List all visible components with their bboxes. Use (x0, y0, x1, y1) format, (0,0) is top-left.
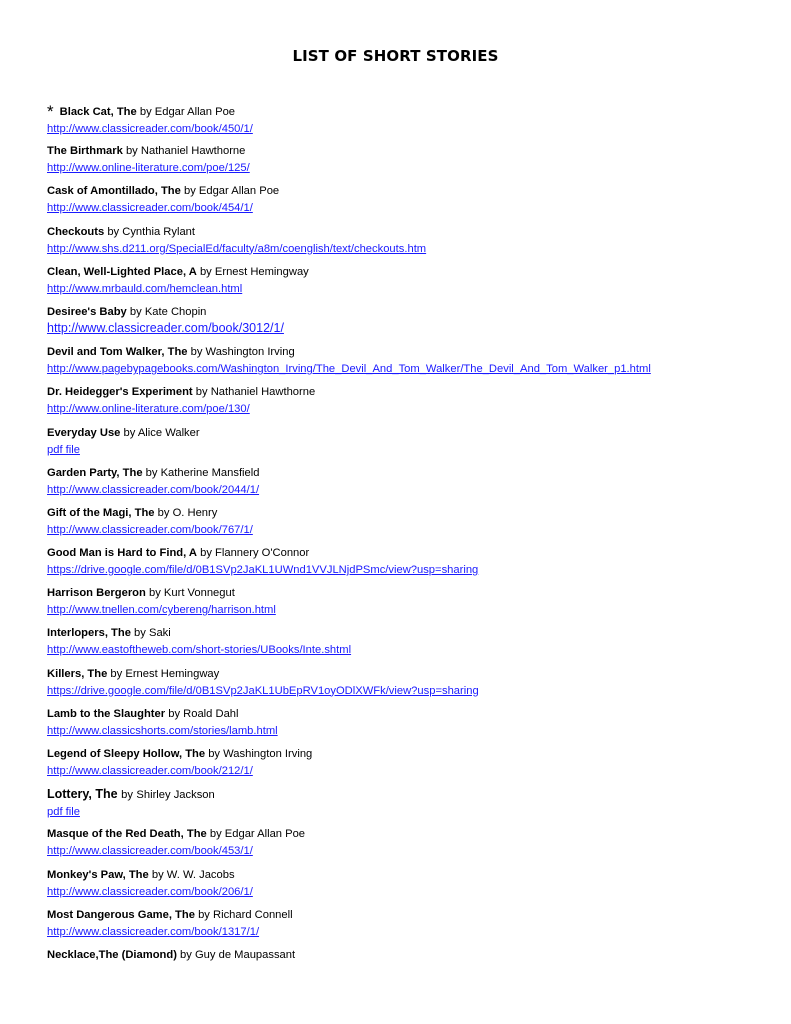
story-title: Devil and Tom Walker, The (47, 346, 188, 359)
story-author: Nathaniel Hawthorne (210, 386, 316, 399)
story-title: Black Cat, The (59, 106, 137, 118)
story-link[interactable]: http://www.classicreader.com/book/453/1/ (47, 845, 253, 858)
list-item (47, 866, 777, 906)
story-author: Guy de Maupassant (194, 948, 296, 961)
list-item (47, 906, 777, 946)
by-label: by (134, 627, 146, 640)
story-link[interactable]: pdf file (47, 443, 80, 456)
list-item (47, 464, 777, 504)
story-title: Killers, The (47, 667, 108, 680)
list-item (47, 825, 777, 865)
by-label: by (199, 265, 212, 278)
story-link[interactable]: http://www.classicreader.com/book/454/1/ (47, 202, 253, 215)
list-item (47, 504, 777, 544)
story-author: Roald Dahl (183, 707, 239, 720)
story-author: Edgar Allan Poe (224, 828, 306, 841)
story-link[interactable]: http://www.tnellen.com/cybereng/harrison.html (47, 604, 276, 617)
story-link[interactable]: https://drive.google.com/file/d/0B1SVp2JaKL1UbEpRV1oyODlXWFk/view?usp=sharing (47, 684, 479, 697)
story-author: Kurt Vonnegut (163, 587, 235, 600)
story-author: Shirley Jackson (136, 789, 215, 802)
story-author: Ernest Hemingway (125, 667, 220, 680)
by-label: by (157, 506, 170, 519)
story-title: Everyday Use (47, 426, 121, 439)
by-label: by (145, 466, 158, 479)
story-link[interactable]: http://www.eastoftheweb.com/short-stories/UBooks/Inte.shtml (47, 644, 352, 657)
list-item (47, 584, 777, 624)
list-item (47, 383, 777, 423)
list-item (47, 665, 777, 705)
story-title: Checkouts (47, 225, 105, 238)
story-author: Flannery O'Connor (215, 547, 310, 560)
list-item (47, 624, 777, 664)
by-label: by (200, 547, 212, 560)
list-item (47, 142, 777, 182)
story-title: Most Dangerous Game, The (47, 908, 195, 921)
story-title: Desiree's Baby (47, 305, 127, 318)
by-label: by (183, 185, 196, 198)
story-link[interactable]: http://www.online-literature.com/poe/125/ (47, 162, 250, 175)
by-label: by (208, 748, 221, 760)
story-author: Ernest Hemingway (214, 265, 309, 278)
story-link[interactable]: http://www.online-literature.com/poe/130/ (47, 403, 250, 416)
list-item (47, 705, 777, 745)
page-title: LIST OF SHORT STORIES (292, 47, 499, 65)
story-title: Lamb to the Slaughter (47, 707, 166, 720)
list-item (47, 182, 777, 222)
story-link[interactable]: http://www.classicreader.com/book/1317/1/ (47, 925, 260, 938)
by-label: by (198, 908, 210, 921)
by-label: by (121, 789, 133, 802)
story-author: O. Henry (172, 506, 218, 519)
story-link[interactable]: http://www.mrbauld.com/hemclean.html (47, 282, 243, 295)
by-label: by (107, 225, 120, 238)
story-author: Kate Chopin (144, 305, 207, 318)
story-title: Legend of Sleepy Hollow, The (47, 748, 206, 760)
story-author: W. W. Jacobs (166, 868, 235, 881)
list-item (47, 102, 777, 142)
list-item (47, 946, 777, 986)
story-author: Cynthia Rylant (122, 225, 196, 238)
list-item (47, 303, 777, 343)
story-title: Lottery, The (47, 787, 118, 802)
asterisk-bullet-icon: * (47, 102, 54, 121)
story-list (47, 102, 777, 986)
by-label: by (195, 386, 208, 399)
list-item (47, 745, 777, 785)
story-title: Dr. Heidegger's Experiment (47, 386, 193, 399)
by-label: by (148, 587, 161, 600)
story-title: Interlopers, The (47, 627, 131, 640)
story-link[interactable]: http://www.classicreader.com/book/767/1/ (47, 523, 253, 536)
story-title: Clean, Well-Lighted Place, A (47, 265, 197, 278)
story-title: Masque of the Red Death, The (47, 828, 207, 841)
by-label: by (123, 426, 136, 439)
story-title: Good Man is Hard to Find, A (47, 547, 197, 560)
story-author: Katherine Mansfield (160, 466, 260, 479)
story-author: Nathaniel Hawthorne (140, 145, 246, 158)
story-title: Garden Party, The (47, 466, 143, 479)
story-link[interactable]: http://www.classicreader.com/book/212/1/ (47, 765, 253, 777)
story-link[interactable]: http://www.classicreader.com/book/206/1/ (47, 885, 253, 898)
by-label: by (129, 305, 142, 318)
story-title: Monkey's Paw, The (47, 868, 149, 881)
by-label: by (139, 106, 152, 118)
list-item (47, 343, 777, 383)
story-link[interactable]: http://www.shs.d211.org/SpecialEd/faculty/a8m/coenglish/text/checkouts.htm (47, 242, 427, 255)
story-link[interactable]: https://drive.google.com/file/d/0B1SVp2JaKL1UWnd1VVJLNjdPSmc/view?usp=sharing (47, 564, 479, 577)
story-author: Saki (148, 627, 171, 640)
list-item (47, 223, 777, 263)
by-label: by (168, 707, 181, 720)
story-author: Edgar Allan Poe (154, 106, 236, 118)
story-author: Edgar Allan Poe (198, 185, 280, 198)
story-title: Gift of the Magi, The (47, 506, 155, 519)
list-item (47, 263, 777, 303)
story-link[interactable]: http://www.classicreader.com/book/2044/1/ (47, 483, 260, 496)
by-label: by (151, 868, 164, 881)
by-label: by (180, 948, 192, 961)
story-author: Richard Connell (213, 908, 293, 921)
by-label: by (209, 828, 222, 841)
story-author: Washington Irving (205, 346, 295, 359)
story-title: Necklace,The (Diamond) (47, 948, 177, 961)
story-author: Washington Irving (223, 748, 313, 760)
story-link[interactable]: http://www.classicreader.com/book/450/1/ (47, 123, 253, 135)
story-title: Harrison Bergeron (47, 587, 146, 600)
list-item (47, 785, 777, 825)
by-label: by (125, 145, 138, 158)
by-label: by (110, 667, 123, 680)
story-title: Cask of Amontillado, The (47, 185, 181, 198)
story-link[interactable]: http://www.classicreader.com/book/3012/1/ (47, 320, 284, 335)
story-title: The Birthmark (47, 145, 123, 158)
list-item (47, 544, 777, 584)
story-link[interactable]: pdf file (47, 806, 80, 819)
list-item (47, 424, 777, 464)
story-link[interactable]: http://www.pagebypagebooks.com/Washington_Irving/The_Devil_And_Tom_Walker/The_Devil_And_Tom_Walker_p1.html (47, 363, 651, 376)
story-author: Alice Walker (137, 426, 200, 439)
story-link[interactable]: http://www.classicshorts.com/stories/lamb.html (47, 724, 278, 737)
by-label: by (190, 346, 203, 359)
